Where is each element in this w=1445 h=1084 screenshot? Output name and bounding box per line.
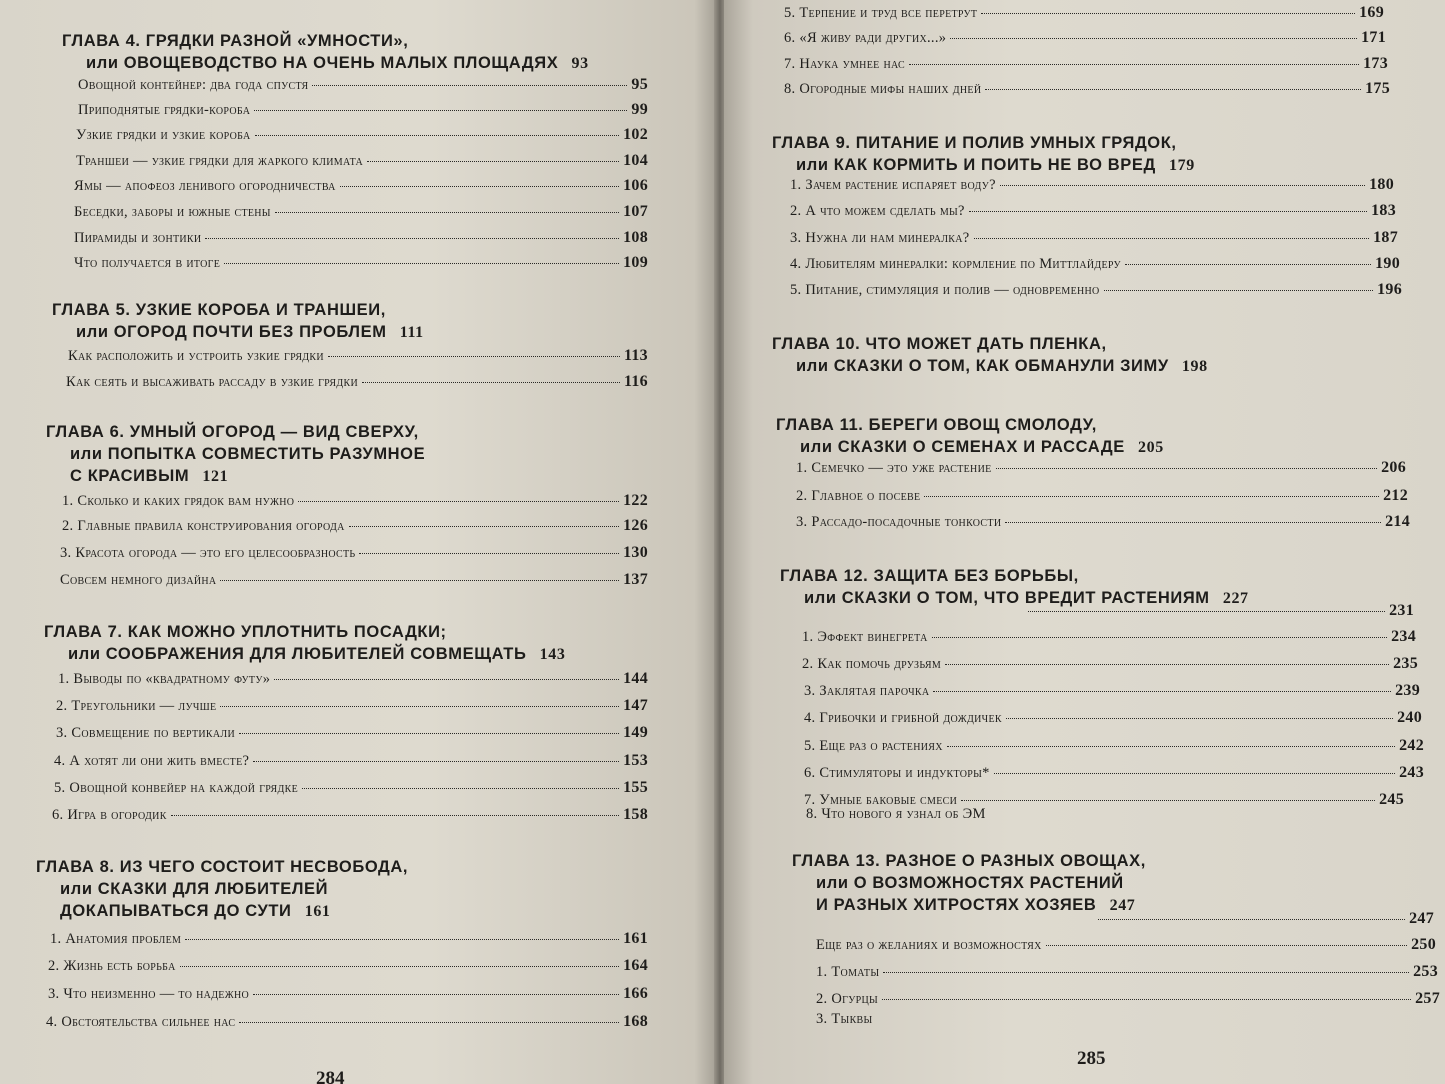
chapter-subtitle: или СКАЗКИ О ТОМ, ЧТО ВРЕДИТ РАСТЕНИЯМ bbox=[804, 589, 1210, 607]
toc-entry bbox=[66, 373, 648, 391]
toc-entry bbox=[816, 936, 1436, 954]
toc-entry bbox=[802, 655, 1418, 673]
toc-entry bbox=[790, 281, 1402, 299]
leader-dots bbox=[1006, 718, 1393, 719]
leader-dots bbox=[945, 664, 1389, 665]
leader-dots bbox=[255, 135, 620, 136]
page-ref: 250 bbox=[1411, 936, 1436, 953]
entry-title: 2. Главное о посеве bbox=[796, 488, 921, 504]
toc-entry bbox=[806, 806, 1106, 823]
entry-title: 5. Еще раз о растениях bbox=[804, 738, 943, 754]
page-ref: 175 bbox=[1365, 80, 1390, 97]
toc-entry bbox=[790, 202, 1396, 220]
chapter-heading bbox=[36, 856, 648, 923]
page-ref: 190 bbox=[1375, 255, 1400, 272]
entry-title: 8. Огородные мифы наших дней bbox=[784, 81, 982, 97]
entry-title: Еще раз о желаниях и возможностях bbox=[816, 937, 1042, 953]
toc-entry bbox=[78, 76, 648, 94]
leader-dots bbox=[185, 939, 619, 940]
entry-title: 1. Семечко — это уже растение bbox=[796, 460, 992, 476]
leader-dots bbox=[253, 761, 619, 762]
leader-dots bbox=[932, 637, 1388, 638]
page-number: 284 bbox=[316, 1068, 345, 1084]
entry-title: 3. Совмещение по вертикали bbox=[56, 725, 235, 741]
leader-dots bbox=[883, 972, 1409, 973]
toc-entry bbox=[790, 255, 1400, 273]
chapter-heading bbox=[772, 333, 1380, 378]
toc-entry bbox=[796, 513, 1410, 531]
page-ref: 240 bbox=[1397, 709, 1422, 726]
leader-dots bbox=[1028, 611, 1385, 612]
entry-title: 3. Заклятая парочка bbox=[804, 683, 930, 699]
page-ref: 205 bbox=[1138, 439, 1164, 456]
toc-entry bbox=[60, 544, 648, 562]
page-ref: 239 bbox=[1395, 682, 1420, 699]
leader-dots bbox=[1125, 264, 1371, 265]
entry-title: 8. Что нового я узнал об ЭМ bbox=[806, 806, 986, 822]
entry-title: 1. Томаты bbox=[816, 964, 880, 980]
page-ref: 234 bbox=[1391, 628, 1416, 645]
leader-dots bbox=[1046, 945, 1407, 946]
page-number: 285 bbox=[1077, 1048, 1106, 1069]
page-ref: 158 bbox=[623, 806, 648, 823]
chapter-title: ГЛАВА 11. БЕРЕГИ ОВОЩ СМОЛОДУ, bbox=[776, 416, 1097, 434]
page-ref: 147 bbox=[623, 697, 648, 714]
leader-dots bbox=[224, 263, 619, 264]
leader-dots bbox=[367, 161, 619, 162]
toc-entry bbox=[46, 1013, 648, 1031]
entry-title: 1. Эффект винегрета bbox=[802, 629, 928, 645]
page-ref: 161 bbox=[623, 930, 648, 947]
toc-entry bbox=[54, 752, 648, 770]
entry-title: 2. Огурцы bbox=[816, 991, 879, 1007]
page-ref: 149 bbox=[623, 724, 648, 741]
page-ref: 126 bbox=[623, 517, 648, 534]
toc-entry bbox=[56, 697, 648, 715]
leader-dots bbox=[1000, 185, 1365, 186]
toc-entry bbox=[790, 176, 1394, 194]
chapter-title: ГЛАВА 7. КАК МОЖНО УПЛОТНИТЬ ПОСАДКИ; bbox=[44, 623, 447, 641]
entry-title: Совсем немного дизайна bbox=[60, 572, 217, 588]
leader-dots bbox=[239, 733, 619, 734]
entry-title: 2. Главные правила конструирования огорода bbox=[62, 518, 345, 534]
chapter-heading bbox=[62, 30, 648, 75]
leader-dots bbox=[298, 501, 619, 502]
toc-entry bbox=[804, 764, 1424, 782]
leader-dots bbox=[328, 356, 620, 357]
toc-entry bbox=[74, 177, 648, 195]
page-ref: 121 bbox=[202, 468, 229, 485]
toc-entry bbox=[76, 152, 648, 170]
page-ref: 116 bbox=[623, 373, 648, 390]
leader-dots bbox=[312, 85, 627, 86]
leader-dots bbox=[994, 773, 1395, 774]
chapter-subtitle: или КАК КОРМИТЬ И ПОИТЬ НЕ ВО ВРЕД bbox=[796, 156, 1156, 174]
entry-title: 1. Зачем растение испаряет воду? bbox=[790, 177, 996, 193]
toc-entry bbox=[1094, 910, 1434, 928]
chapter-title: ГЛАВА 13. РАЗНОЕ О РАЗНЫХ ОВОЩАХ, bbox=[792, 852, 1146, 870]
toc-entry bbox=[804, 709, 1422, 727]
page-ref: 130 bbox=[623, 544, 648, 561]
entry-title: Пирамиды и зонтики bbox=[74, 230, 202, 246]
leader-dots bbox=[1005, 522, 1381, 523]
page-ref: 247 bbox=[1409, 910, 1434, 927]
page-ref: 196 bbox=[1377, 281, 1402, 298]
toc-entry bbox=[816, 990, 1440, 1008]
toc-entry bbox=[74, 254, 648, 272]
page-ref: 179 bbox=[1169, 157, 1195, 174]
page-ref: 102 bbox=[623, 126, 648, 143]
leader-dots bbox=[981, 13, 1355, 14]
toc-entry bbox=[790, 229, 1398, 247]
entry-title: 7. Умные баковые смеси bbox=[804, 792, 958, 808]
page-ref: 137 bbox=[623, 571, 648, 588]
toc-entry bbox=[802, 628, 1416, 646]
toc-entry bbox=[48, 957, 648, 975]
leader-dots bbox=[933, 691, 1391, 692]
page-ref: 183 bbox=[1371, 202, 1396, 219]
entry-title: 2. Как помочь друзьям bbox=[802, 656, 942, 672]
leader-dots bbox=[985, 89, 1361, 90]
chapter-heading bbox=[46, 421, 648, 488]
chapter-subtitle: или ОВОЩЕВОДСТВО НА ОЧЕНЬ МАЛЫХ ПЛОЩАДЯХ bbox=[86, 54, 559, 72]
page-ref: 168 bbox=[623, 1013, 648, 1030]
toc-entry bbox=[74, 203, 648, 221]
page-ref: 235 bbox=[1393, 655, 1418, 672]
page-ref: 253 bbox=[1413, 963, 1438, 980]
entry-title: 5. Терпение и труд все перетрут bbox=[784, 5, 978, 21]
entry-title: Ямы — апофеоз ленивого огородничества bbox=[74, 178, 336, 194]
toc-entry bbox=[62, 492, 648, 510]
entry-title: 4. Обстоятельства сильнее нас bbox=[46, 1014, 236, 1030]
page-ref: 106 bbox=[623, 177, 648, 194]
entry-title: 3. Тыквы bbox=[816, 1011, 873, 1027]
chapter-subtitle: или ОГОРОД ПОЧТИ БЕЗ ПРОБЛЕМ bbox=[76, 323, 387, 341]
toc-entry bbox=[74, 229, 648, 247]
chapter-heading bbox=[52, 299, 648, 344]
page-ref: 206 bbox=[1381, 459, 1406, 476]
toc-entry bbox=[784, 55, 1388, 73]
toc-entry bbox=[68, 347, 648, 365]
entry-title: Как расположить и устроить узкие грядки bbox=[68, 348, 324, 364]
entry-title: 2. Жизнь есть борьба bbox=[48, 958, 176, 974]
page-ref: 108 bbox=[623, 229, 648, 246]
page-ref: 198 bbox=[1181, 358, 1208, 375]
chapter-title: ГЛАВА 5. УЗКИЕ КОРОБА И ТРАНШЕИ, bbox=[52, 301, 386, 319]
leader-dots bbox=[950, 38, 1357, 39]
chapter-title: ГЛАВА 10. ЧТО МОЖЕТ ДАТЬ ПЛЕНКА, bbox=[772, 335, 1107, 353]
toc-entry bbox=[816, 1011, 1116, 1028]
toc-entry bbox=[56, 724, 648, 742]
chapter-subtitle: ДОКАПЫВАТЬСЯ ДО СУТИ bbox=[60, 902, 292, 920]
entry-title: 6. Стимуляторы и индукторы* bbox=[804, 765, 990, 781]
leader-dots bbox=[969, 211, 1367, 212]
leader-dots bbox=[274, 679, 619, 680]
chapter-title: ГЛАВА 9. ПИТАНИЕ И ПОЛИВ УМНЫХ ГРЯДОК, bbox=[772, 134, 1177, 152]
entry-title: 4. А хотят ли они жить вместе? bbox=[54, 753, 250, 769]
page-ref: 95 bbox=[631, 76, 648, 93]
toc-entry bbox=[784, 29, 1386, 47]
chapter-title: ГЛАВА 12. ЗАЩИТА БЕЗ БОРЬБЫ, bbox=[780, 567, 1079, 585]
toc-entry bbox=[796, 459, 1406, 477]
page-ref: 243 bbox=[1399, 764, 1424, 781]
entry-title: 1. Выводы по «квадратному футу» bbox=[58, 671, 271, 687]
toc-entry bbox=[62, 517, 648, 535]
chapter-heading bbox=[44, 621, 648, 666]
page-ref: 173 bbox=[1363, 55, 1388, 72]
leader-dots bbox=[220, 580, 619, 581]
toc-entry bbox=[48, 985, 648, 1003]
page-ref: 93 bbox=[571, 55, 589, 72]
entry-title: 1. Анатомия проблем bbox=[50, 931, 182, 947]
toc-entry bbox=[804, 682, 1420, 700]
page-ref: 155 bbox=[623, 779, 648, 796]
page-ref: 257 bbox=[1415, 990, 1440, 1007]
entry-title: 1. Сколько и каких грядок вам нужно bbox=[62, 493, 295, 509]
leader-dots bbox=[947, 746, 1395, 747]
leader-dots bbox=[302, 788, 619, 789]
entry-title: 5. Питание, стимуляция и полив — одновременно bbox=[790, 282, 1100, 298]
leader-dots bbox=[180, 966, 619, 967]
toc-entry bbox=[76, 126, 648, 144]
page-ref: 245 bbox=[1379, 791, 1404, 808]
leader-dots bbox=[220, 706, 619, 707]
page-ref: 161 bbox=[304, 903, 331, 920]
page-ref: 171 bbox=[1361, 29, 1386, 46]
toc-entry bbox=[54, 779, 648, 797]
leader-dots bbox=[205, 238, 619, 239]
toc-entry bbox=[52, 806, 648, 824]
toc-entry bbox=[50, 930, 648, 948]
chapter-subtitle: или СКАЗКИ О ТОМ, КАК ОБМАНУЛИ ЗИМУ bbox=[796, 357, 1169, 375]
entry-title: 6. «Я живу ради других...» bbox=[784, 30, 947, 46]
chapter-subtitle: или ПОПЫТКА СОВМЕСТИТЬ РАЗУМНОЕ bbox=[70, 445, 426, 463]
page-ref: 104 bbox=[623, 152, 648, 169]
chapter-heading bbox=[772, 132, 1392, 177]
chapter-subtitle: или СООБРАЖЕНИЯ ДЛЯ ЛЮБИТЕЛЕЙ СОВМЕЩАТЬ bbox=[68, 645, 527, 663]
entry-title: Беседки, заборы и южные стены bbox=[74, 204, 271, 220]
page-ref: 144 bbox=[623, 670, 648, 687]
leader-dots bbox=[961, 800, 1375, 801]
toc-entry bbox=[784, 4, 1384, 22]
page-ref: 227 bbox=[1222, 590, 1249, 607]
entry-title: Узкие грядки и узкие короба bbox=[76, 127, 251, 143]
entry-title: 2. Треугольники — лучше bbox=[56, 698, 217, 714]
leader-dots bbox=[882, 999, 1411, 1000]
entry-title: 7. Наука умнее нас bbox=[784, 56, 905, 72]
entry-title: Овощной контейнер: два года спустя bbox=[78, 77, 309, 93]
page-ref: 169 bbox=[1359, 4, 1384, 21]
page-ref: 247 bbox=[1109, 897, 1136, 914]
leader-dots bbox=[340, 186, 619, 187]
leader-dots bbox=[924, 496, 1379, 497]
entry-title: 2. А что можем сделать мы? bbox=[790, 203, 965, 219]
entry-title: 3. Что неизменно — то надежно bbox=[48, 986, 250, 1002]
chapter-subtitle: или СКАЗКИ ДЛЯ ЛЮБИТЕЛЕЙ bbox=[60, 880, 329, 898]
chapter-subtitle: или О ВОЗМОЖНОСТЯХ РАСТЕНИЙ bbox=[816, 874, 1124, 892]
toc-entry bbox=[78, 101, 648, 119]
chapter-heading bbox=[776, 414, 1404, 459]
chapter-heading bbox=[792, 850, 1428, 917]
entry-title: 4. Грибочки и грибной дождичек bbox=[804, 710, 1002, 726]
leader-dots bbox=[349, 526, 619, 527]
right-page bbox=[724, 0, 1445, 1084]
left-page bbox=[0, 0, 716, 1084]
page-ref: 153 bbox=[623, 752, 648, 769]
leader-dots bbox=[1098, 919, 1405, 920]
leader-dots bbox=[275, 212, 619, 213]
page-ref: 242 bbox=[1399, 737, 1424, 754]
entry-title: 4. Любителям минералки: кормление по Миттлайдеру bbox=[790, 256, 1121, 272]
chapter-subtitle: И РАЗНЫХ ХИТРОСТЯХ ХОЗЯЕВ bbox=[816, 896, 1097, 914]
toc-entry bbox=[58, 670, 648, 688]
entry-title: Что получается в итоге bbox=[74, 255, 221, 271]
entry-title: 5. Овощной конвейер на каждой грядке bbox=[54, 780, 298, 796]
page-ref: 212 bbox=[1383, 487, 1408, 504]
toc-entry bbox=[1024, 602, 1414, 620]
leader-dots bbox=[1104, 290, 1374, 291]
toc-entry bbox=[60, 571, 648, 589]
leader-dots bbox=[171, 815, 619, 816]
leader-dots bbox=[254, 110, 627, 111]
entry-title: 6. Игра в огородик bbox=[52, 807, 167, 823]
page-ref: 99 bbox=[631, 101, 648, 118]
page-ref: 113 bbox=[623, 347, 648, 364]
toc-entry bbox=[796, 487, 1408, 505]
page-ref: 164 bbox=[623, 957, 648, 974]
toc-entry bbox=[784, 80, 1390, 98]
leader-dots bbox=[253, 994, 619, 995]
leader-dots bbox=[362, 382, 620, 383]
leader-dots bbox=[359, 553, 619, 554]
entry-title: 3. Рассадо-посадочные тонкости bbox=[796, 514, 1002, 530]
chapter-subtitle: или СКАЗКИ О СЕМЕНАХ И РАССАДЕ bbox=[800, 438, 1125, 456]
page-ref: 187 bbox=[1373, 229, 1398, 246]
page-ref: 180 bbox=[1369, 176, 1394, 193]
leader-dots bbox=[996, 468, 1378, 469]
chapter-subtitle: С КРАСИВЫМ bbox=[70, 467, 190, 485]
leader-dots bbox=[909, 64, 1359, 65]
page-ref: 143 bbox=[539, 646, 566, 663]
entry-title: Приподнятые грядки-короба bbox=[78, 102, 251, 118]
entry-title: 3. Нужна ли нам минералка? bbox=[790, 230, 970, 246]
chapter-title: ГЛАВА 8. ИЗ ЧЕГО СОСТОИТ НЕСВОБОДА, bbox=[36, 858, 409, 876]
page-ref: 111 bbox=[399, 324, 424, 341]
page-ref: 109 bbox=[623, 254, 648, 271]
page-ref: 166 bbox=[623, 985, 648, 1002]
toc-entry bbox=[804, 737, 1424, 755]
chapter-title: ГЛАВА 4. ГРЯДКИ РАЗНОЙ «УМНОСТИ», bbox=[62, 32, 409, 50]
entry-title: Траншеи — узкие грядки для жаркого климата bbox=[76, 153, 364, 169]
entry-title: Как сеять и высаживать рассаду в узкие грядки bbox=[66, 374, 358, 390]
page-ref: 231 bbox=[1389, 602, 1414, 619]
toc-entry bbox=[816, 963, 1438, 981]
chapter-title: ГЛАВА 6. УМНЫЙ ОГОРОД — ВИД СВЕРХУ, bbox=[46, 423, 419, 441]
leader-dots bbox=[974, 238, 1370, 239]
page-ref: 107 bbox=[623, 203, 648, 220]
page-ref: 214 bbox=[1385, 513, 1410, 530]
leader-dots bbox=[239, 1022, 619, 1023]
entry-title: 3. Красота огорода — это его целесообразность bbox=[60, 545, 356, 561]
page-ref: 122 bbox=[623, 492, 648, 509]
